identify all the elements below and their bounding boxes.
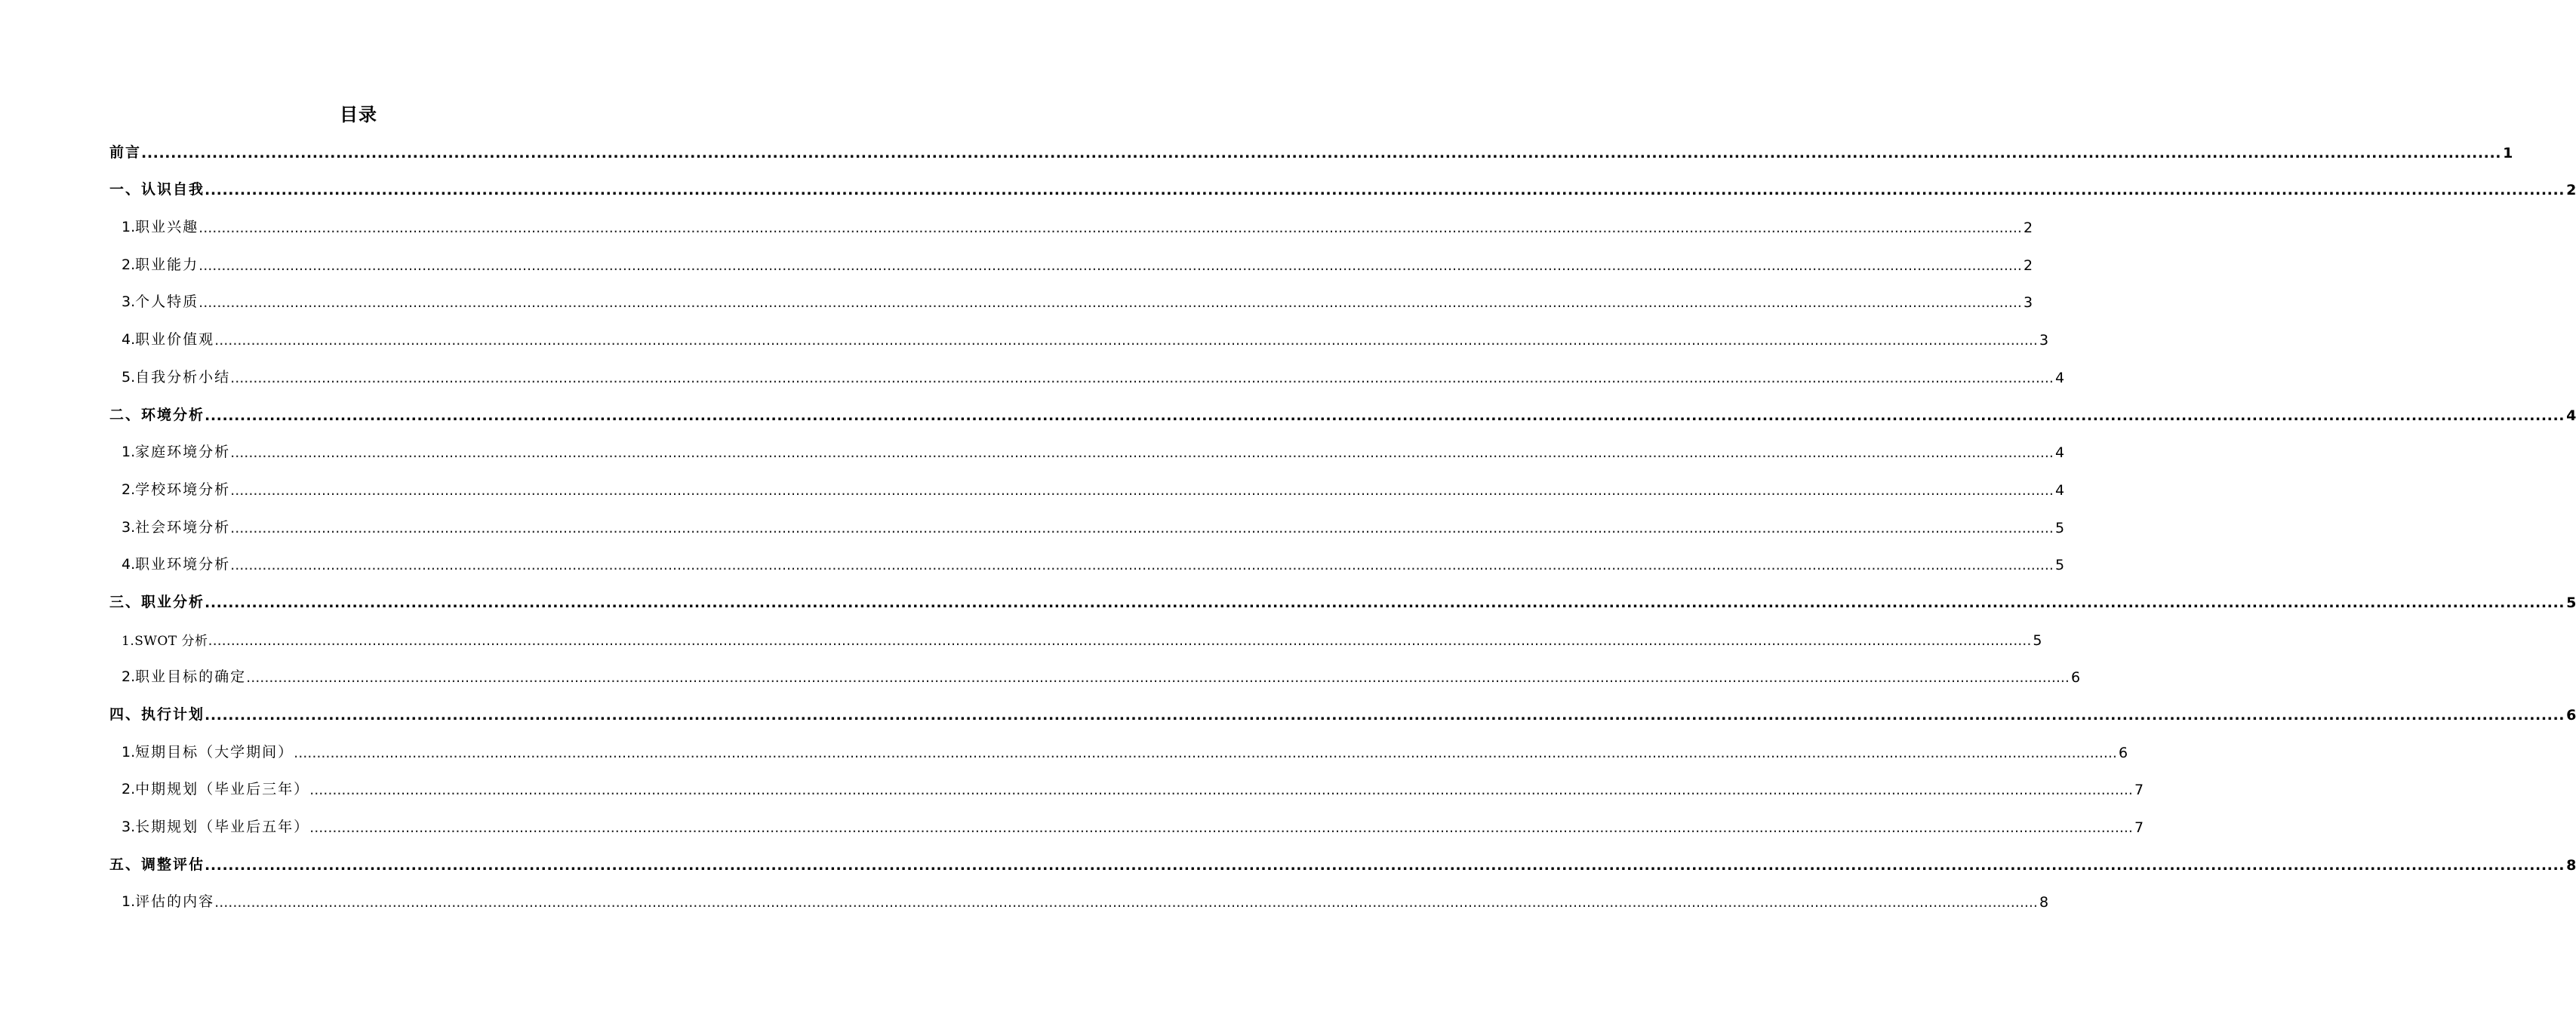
toc-entry-title: 职业兴趣 — [135, 219, 199, 236]
toc-entry-label — [122, 366, 230, 395]
toc-entry[interactable] — [109, 845, 2576, 883]
toc-entry[interactable] — [109, 470, 2065, 508]
toc-entry[interactable] — [109, 545, 2065, 583]
toc-entry-label — [122, 216, 199, 245]
toc-page-number: 4 — [2054, 481, 2065, 499]
toc-dot-leader: ................................................................................................................................................................................................................................................................................................................................................................................................................ — [199, 257, 2022, 274]
toc-dot-leader: ................................................................................................................................................................................................................................................................................................................................................................................................................ — [214, 894, 2038, 911]
toc-entry[interactable] — [109, 171, 2576, 208]
toc-entry-title: 评估的内容 — [135, 893, 215, 911]
toc-entry-title: 二、环境分析 — [109, 406, 205, 423]
toc-page-number: 4 — [2054, 369, 2065, 386]
toc-entry-label — [109, 141, 141, 171]
toc-dot-leader: ................................................................................................................................................................................................................................................................................................................................................................................................................ — [205, 707, 2565, 724]
toc-entry-label — [109, 591, 205, 620]
toc-entry-label — [122, 254, 199, 283]
toc-page-number: 4 — [2566, 407, 2576, 424]
toc-entry-title: 职业目标的确定 — [135, 668, 247, 686]
toc-entry[interactable] — [109, 133, 2513, 171]
toc-entry-label — [122, 516, 230, 545]
toc-entry[interactable] — [109, 582, 2576, 620]
toc-dot-leader: ................................................................................................................................................................................................................................................................................................................................................................................................................ — [214, 332, 2038, 349]
toc-dot-leader: ................................................................................................................................................................................................................................................................................................................................................................................................................ — [199, 220, 2022, 237]
toc-entry[interactable] — [109, 283, 2033, 321]
toc-entry-title: 一、认识自我 — [109, 181, 205, 198]
toc-page-number: 2 — [2023, 220, 2033, 237]
toc-page-number: 6 — [2070, 669, 2081, 687]
toc-entry[interactable] — [109, 395, 2576, 433]
toc-entry-label — [109, 404, 205, 433]
toc-entry-label — [122, 890, 214, 920]
toc-page-number: 5 — [2054, 557, 2065, 574]
toc-dot-leader: ................................................................................................................................................................................................................................................................................................................................................................................................................ — [309, 819, 2133, 837]
toc-entry-number: 2. — [122, 256, 136, 273]
toc-dot-leader: ................................................................................................................................................................................................................................................................................................................................................................................................................ — [205, 594, 2565, 611]
toc-entry-label — [122, 328, 214, 358]
toc-entry-label — [122, 553, 230, 582]
toc-entry-title: 职业能力 — [135, 256, 199, 273]
toc-entry-number: 5. — [122, 368, 136, 386]
toc-entry-title: 长期规划（毕业后五年） — [135, 819, 310, 836]
toc-page-number: 3 — [2039, 332, 2049, 349]
toc-entry-label — [122, 816, 309, 845]
toc-page-number: 7 — [2134, 819, 2144, 837]
toc-entry-title: 家庭环境分析 — [135, 444, 231, 461]
toc-entry-number: 1. — [122, 893, 136, 911]
toc-dot-leader: ................................................................................................................................................................................................................................................................................................................................................................................................................ — [208, 631, 2032, 649]
toc-dot-leader: ................................................................................................................................................................................................................................................................................................................................................................................................................ — [199, 294, 2022, 312]
toc-page-number: 7 — [2134, 782, 2144, 799]
toc-entry-number: 1. — [122, 633, 135, 649]
toc-entry-title: 自我分析小结 — [135, 368, 231, 386]
toc-dot-leader: ................................................................................................................................................................................................................................................................................................................................................................................................................ — [141, 144, 2502, 161]
toc-dot-leader: ................................................................................................................................................................................................................................................................................................................................................................................................................ — [230, 557, 2054, 574]
toc-entry[interactable] — [109, 733, 2128, 770]
toc-dot-leader: ................................................................................................................................................................................................................................................................................................................................................................................................................ — [230, 519, 2054, 536]
toc-entry-title: 短期目标（大学期间） — [135, 743, 294, 760]
toc-page-number: 6 — [2566, 707, 2576, 724]
toc-page-number: 1 — [2503, 144, 2513, 161]
toc-entry-number: 1. — [122, 444, 136, 461]
toc-entry-number: 1. — [122, 219, 136, 236]
toc-entry-number: 2. — [122, 668, 136, 686]
toc-dot-leader: ................................................................................................................................................................................................................................................................................................................................................................................................................ — [205, 182, 2565, 199]
toc-entry-number: 2. — [122, 481, 136, 498]
toc-list — [109, 133, 2576, 920]
toc-entry-label — [122, 778, 309, 807]
toc-page-number: 2 — [2566, 182, 2576, 199]
toc-title: 目录 — [340, 104, 377, 125]
toc-entry-number: 3. — [122, 819, 136, 836]
toc-entry[interactable] — [109, 433, 2065, 471]
toc-entry-number: 3. — [122, 518, 136, 536]
toc-entry-label — [122, 290, 199, 320]
toc-entry-number: 4. — [122, 556, 136, 573]
toc-dot-leader: ................................................................................................................................................................................................................................................................................................................................................................................................................ — [230, 481, 2054, 499]
toc-entry[interactable] — [109, 508, 2065, 545]
toc-dot-leader: ................................................................................................................................................................................................................................................................................................................................................................................................................ — [205, 856, 2565, 874]
toc-entry[interactable] — [109, 658, 2081, 696]
toc-entry-label — [122, 630, 208, 658]
toc-entry-title: 职业环境分析 — [135, 556, 231, 573]
toc-entry-label — [109, 178, 205, 207]
toc-entry-label — [122, 478, 230, 508]
toc-dot-leader: ................................................................................................................................................................................................................................................................................................................................................................................................................ — [294, 744, 2117, 761]
toc-entry-title: 中期规划（毕业后三年） — [135, 781, 310, 798]
toc-entry-title: 社会环境分析 — [135, 518, 231, 536]
toc-page-number: 6 — [2118, 744, 2128, 761]
toc-entry[interactable] — [109, 807, 2144, 845]
toc-entry[interactable] — [109, 695, 2576, 733]
toc-page-number: 8 — [2566, 856, 2576, 874]
toc-page-number: 8 — [2039, 894, 2049, 911]
toc-dot-leader: ................................................................................................................................................................................................................................................................................................................................................................................................................ — [246, 669, 2070, 687]
toc-entry-label — [122, 665, 246, 695]
toc-dot-leader: ................................................................................................................................................................................................................................................................................................................................................................................................................ — [205, 407, 2565, 424]
toc-page-number: 2 — [2023, 257, 2033, 274]
toc-page-number: 5 — [2566, 594, 2576, 611]
toc-page-number: 5 — [2054, 519, 2065, 536]
toc-entry[interactable] — [109, 245, 2033, 283]
toc-entry-label — [122, 441, 230, 470]
toc-entry[interactable] — [109, 620, 2042, 658]
toc-entry-label — [109, 853, 205, 883]
toc-entry-number: 3. — [122, 293, 136, 311]
toc-page-number: 5 — [2033, 631, 2042, 649]
toc-entry-number: 1. — [122, 743, 136, 760]
toc-entry-title: 学校环境分析 — [135, 481, 231, 498]
toc-entry[interactable] — [109, 770, 2144, 808]
toc-entry-title: 个人特质 — [135, 293, 199, 311]
toc-entry-label — [122, 741, 294, 770]
toc-dot-leader: ................................................................................................................................................................................................................................................................................................................................................................................................................ — [309, 782, 2133, 799]
toc-entry-label — [109, 703, 205, 733]
toc-dot-leader: ................................................................................................................................................................................................................................................................................................................................................................................................................ — [230, 444, 2054, 462]
toc-entry-title: SWOT 分析 — [134, 633, 208, 649]
toc-entry-title: 四、执行计划 — [109, 706, 205, 723]
toc-entry-number: 4. — [122, 331, 136, 349]
toc-entry-title: 三、职业分析 — [109, 593, 205, 610]
toc-entry[interactable] — [109, 358, 2065, 395]
toc-entry-number: 2. — [122, 781, 136, 798]
toc-entry[interactable] — [109, 207, 2033, 245]
toc-entry[interactable] — [109, 883, 2049, 920]
toc-entry-title: 前言 — [109, 143, 142, 161]
toc-page-number: 4 — [2054, 444, 2065, 462]
toc-entry[interactable] — [109, 320, 2049, 358]
toc-entry-title: 五、调整评估 — [109, 856, 205, 873]
toc-page-number: 3 — [2023, 294, 2033, 312]
toc-entry-title: 职业价值观 — [135, 331, 215, 349]
toc-dot-leader: ................................................................................................................................................................................................................................................................................................................................................................................................................ — [230, 369, 2054, 386]
